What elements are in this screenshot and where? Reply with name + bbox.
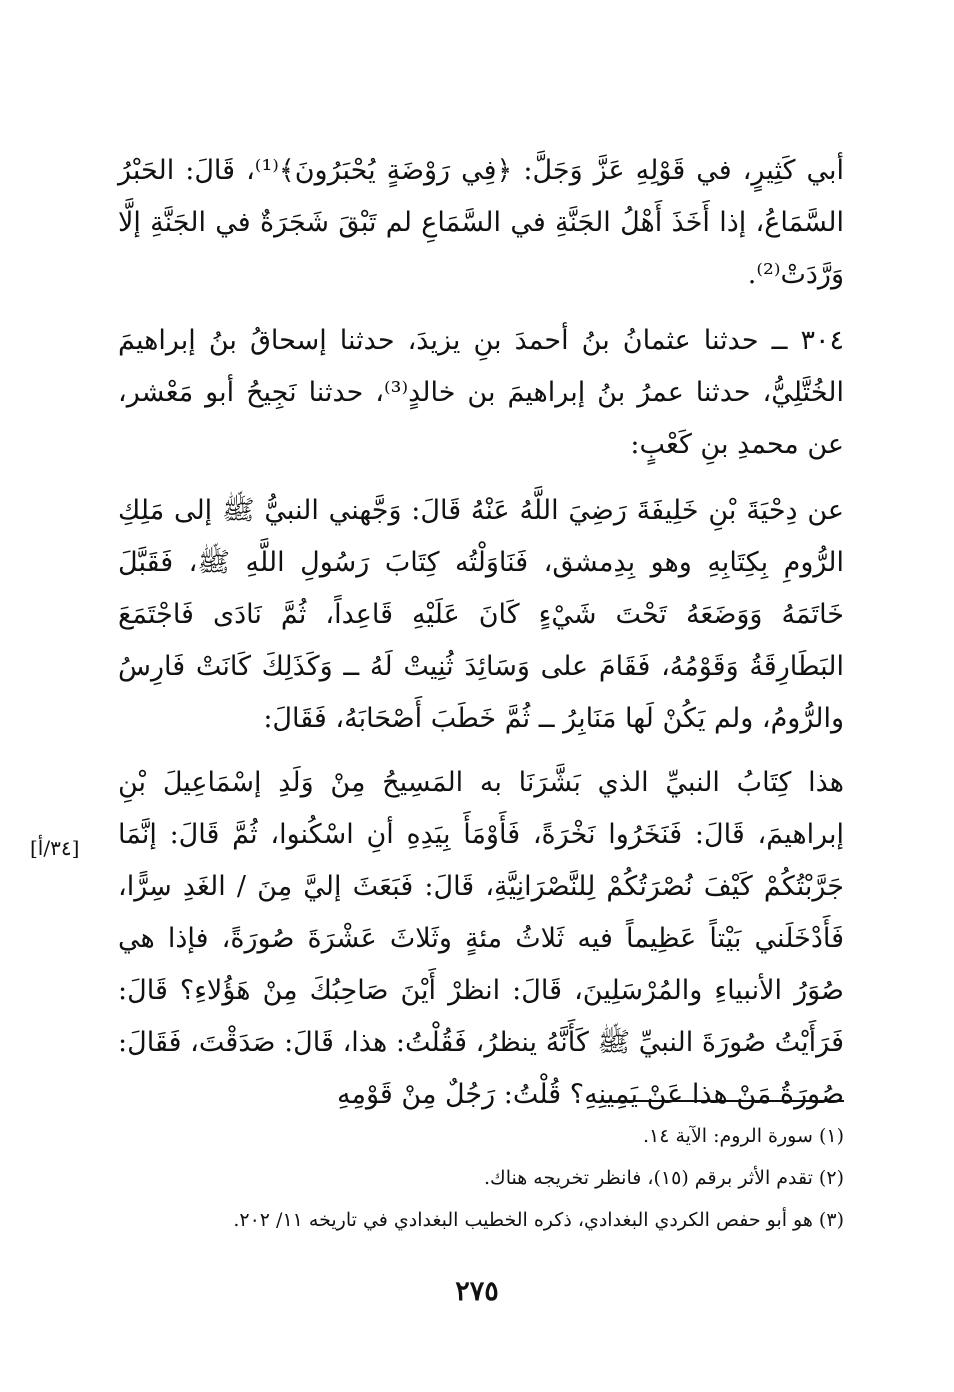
paragraph-2: ٣٠٤ ــ حدثنا عثمانُ بنُ أحمدَ بنِ يزيدَ، حدثنا إسحاقُ بنُ إبراهيمَ الخُتَّلِيُّ، حدثنا عمرُ بنُ إبراهيمَ بن خالدٍ⁽³⁾، حدثنا نَجِيحُ أبو مَعْشر، عن محمدِ بنِ كَعْبٍ: <box>118 325 844 460</box>
paragraph-3: عن دِحْيَةَ بْنِ خَلِيفَةَ رَضِيَ اللَّهُ عَنْهُ قَالَ: وَجَّهني النبيُّ ﷺ إلى مَلِكِ الرُّومِ بِكِتَابِهِ وهو بِدِمشق، فَنَاوَلْتُه كِتَابَ رَسُولِ اللَّهِ ﷺ، فَقَبَّلَ خَاتَمَهُ وَوَضَعَهُ تَحْتَ شَيْءٍ كَانَ عَلَيْهِ قَاعِداً، ثُمَّ نَادَى فَاجْتَمَعَ البَطَارِقَةُ وَقَوْمُهُ، فَقَامَ على وَسَائِدَ ثُنِيتْ لَهُ ــ وَكَذَلِكَ كَانَتْ فَارِسُ والرُّومُ، ولم يَكُنْ لَها مَنَابِرُ ــ ثُمَّ خَطَبَ أَصْحَابَهُ، فَقَالَ: <box>118 495 844 734</box>
footnote-2: (٢) تقدم الأثر برقم (١٥)، فانظر تخريجه هناك. <box>484 1167 844 1189</box>
paragraph-1: أبي كَثِيرٍ، في قَوْلِهِ عَزَّ وَجَلَّ: ﴿فِي رَوْضَةٍ يُحْبَرُونَ﴾⁽¹⁾، قَالَ: الحَبْرُ السَّمَاعُ، إذا أَخَذَ أَهْلُ الجَنَّةِ في السَّمَاعِ لم تَبْقَ شَجَرَةٌ في الجَنَّةِ إلَّا وَرَّدَتْ⁽²⁾. <box>118 155 845 290</box>
page-number: ٢٧٥ <box>455 1276 499 1307</box>
footnote-1: (١) سورة الروم: الآية ١٤. <box>642 1125 844 1147</box>
footnote-3: (٣) هو أبو حفص الكردي البغدادي، ذكره الخطيب البغدادي في تاريخه ١١/ ٢٠٢. <box>233 1209 844 1231</box>
paragraph-4: هذا كِتَابُ النبيِّ الذي بَشَّرَنَا به المَسِيحُ مِنْ وَلَدِ إسْمَاعِيلَ بْنِ إبراهيمَ، قَالَ: فَنَخَرُوا نَخْرَةً، فَأَوْمَأَ بِيَدِهِ أنِ اسْكُنوا، ثُمَّ قَالَ: إنَّمَا جَرَّبْتُكُمْ كَيْفَ نُصْرَتُكُمْ لِلنَّصْرَانِيَّةِ، قَالَ: فَبَعَثَ إليَّ مِنَ / الغَدِ سِرًّا، فَأَدْخَلَني بَيْتاً عَظِيماً فيه ثَلاثُ مئةٍ وثَلاثَ عَشْرَةَ صُورَةً، فإذا هي صُوَرُ الأنبياءِ والمُرْسَلِينَ، قَالَ: انظرْ أَيْنَ صَاحِبُكَ مِنْ هَؤُلاءِ؟ قَالَ: فَرَأَيْتُ صُورَةَ النبيِّ ﷺ كَأَنَّهُ ينظرُ، فَقُلْتُ: هذا، قَالَ: صَدَقْتَ، فَقَالَ: صُورَةُ مَنْ هذا عَنْ يَمِينِهِ؟ قُلْتُ: رَجُلٌ مِنْ قَوْمِهِ <box>118 767 844 1110</box>
manuscript-folio-marker: [٣٤/أ] <box>30 836 80 860</box>
footnote-divider <box>604 1100 844 1102</box>
